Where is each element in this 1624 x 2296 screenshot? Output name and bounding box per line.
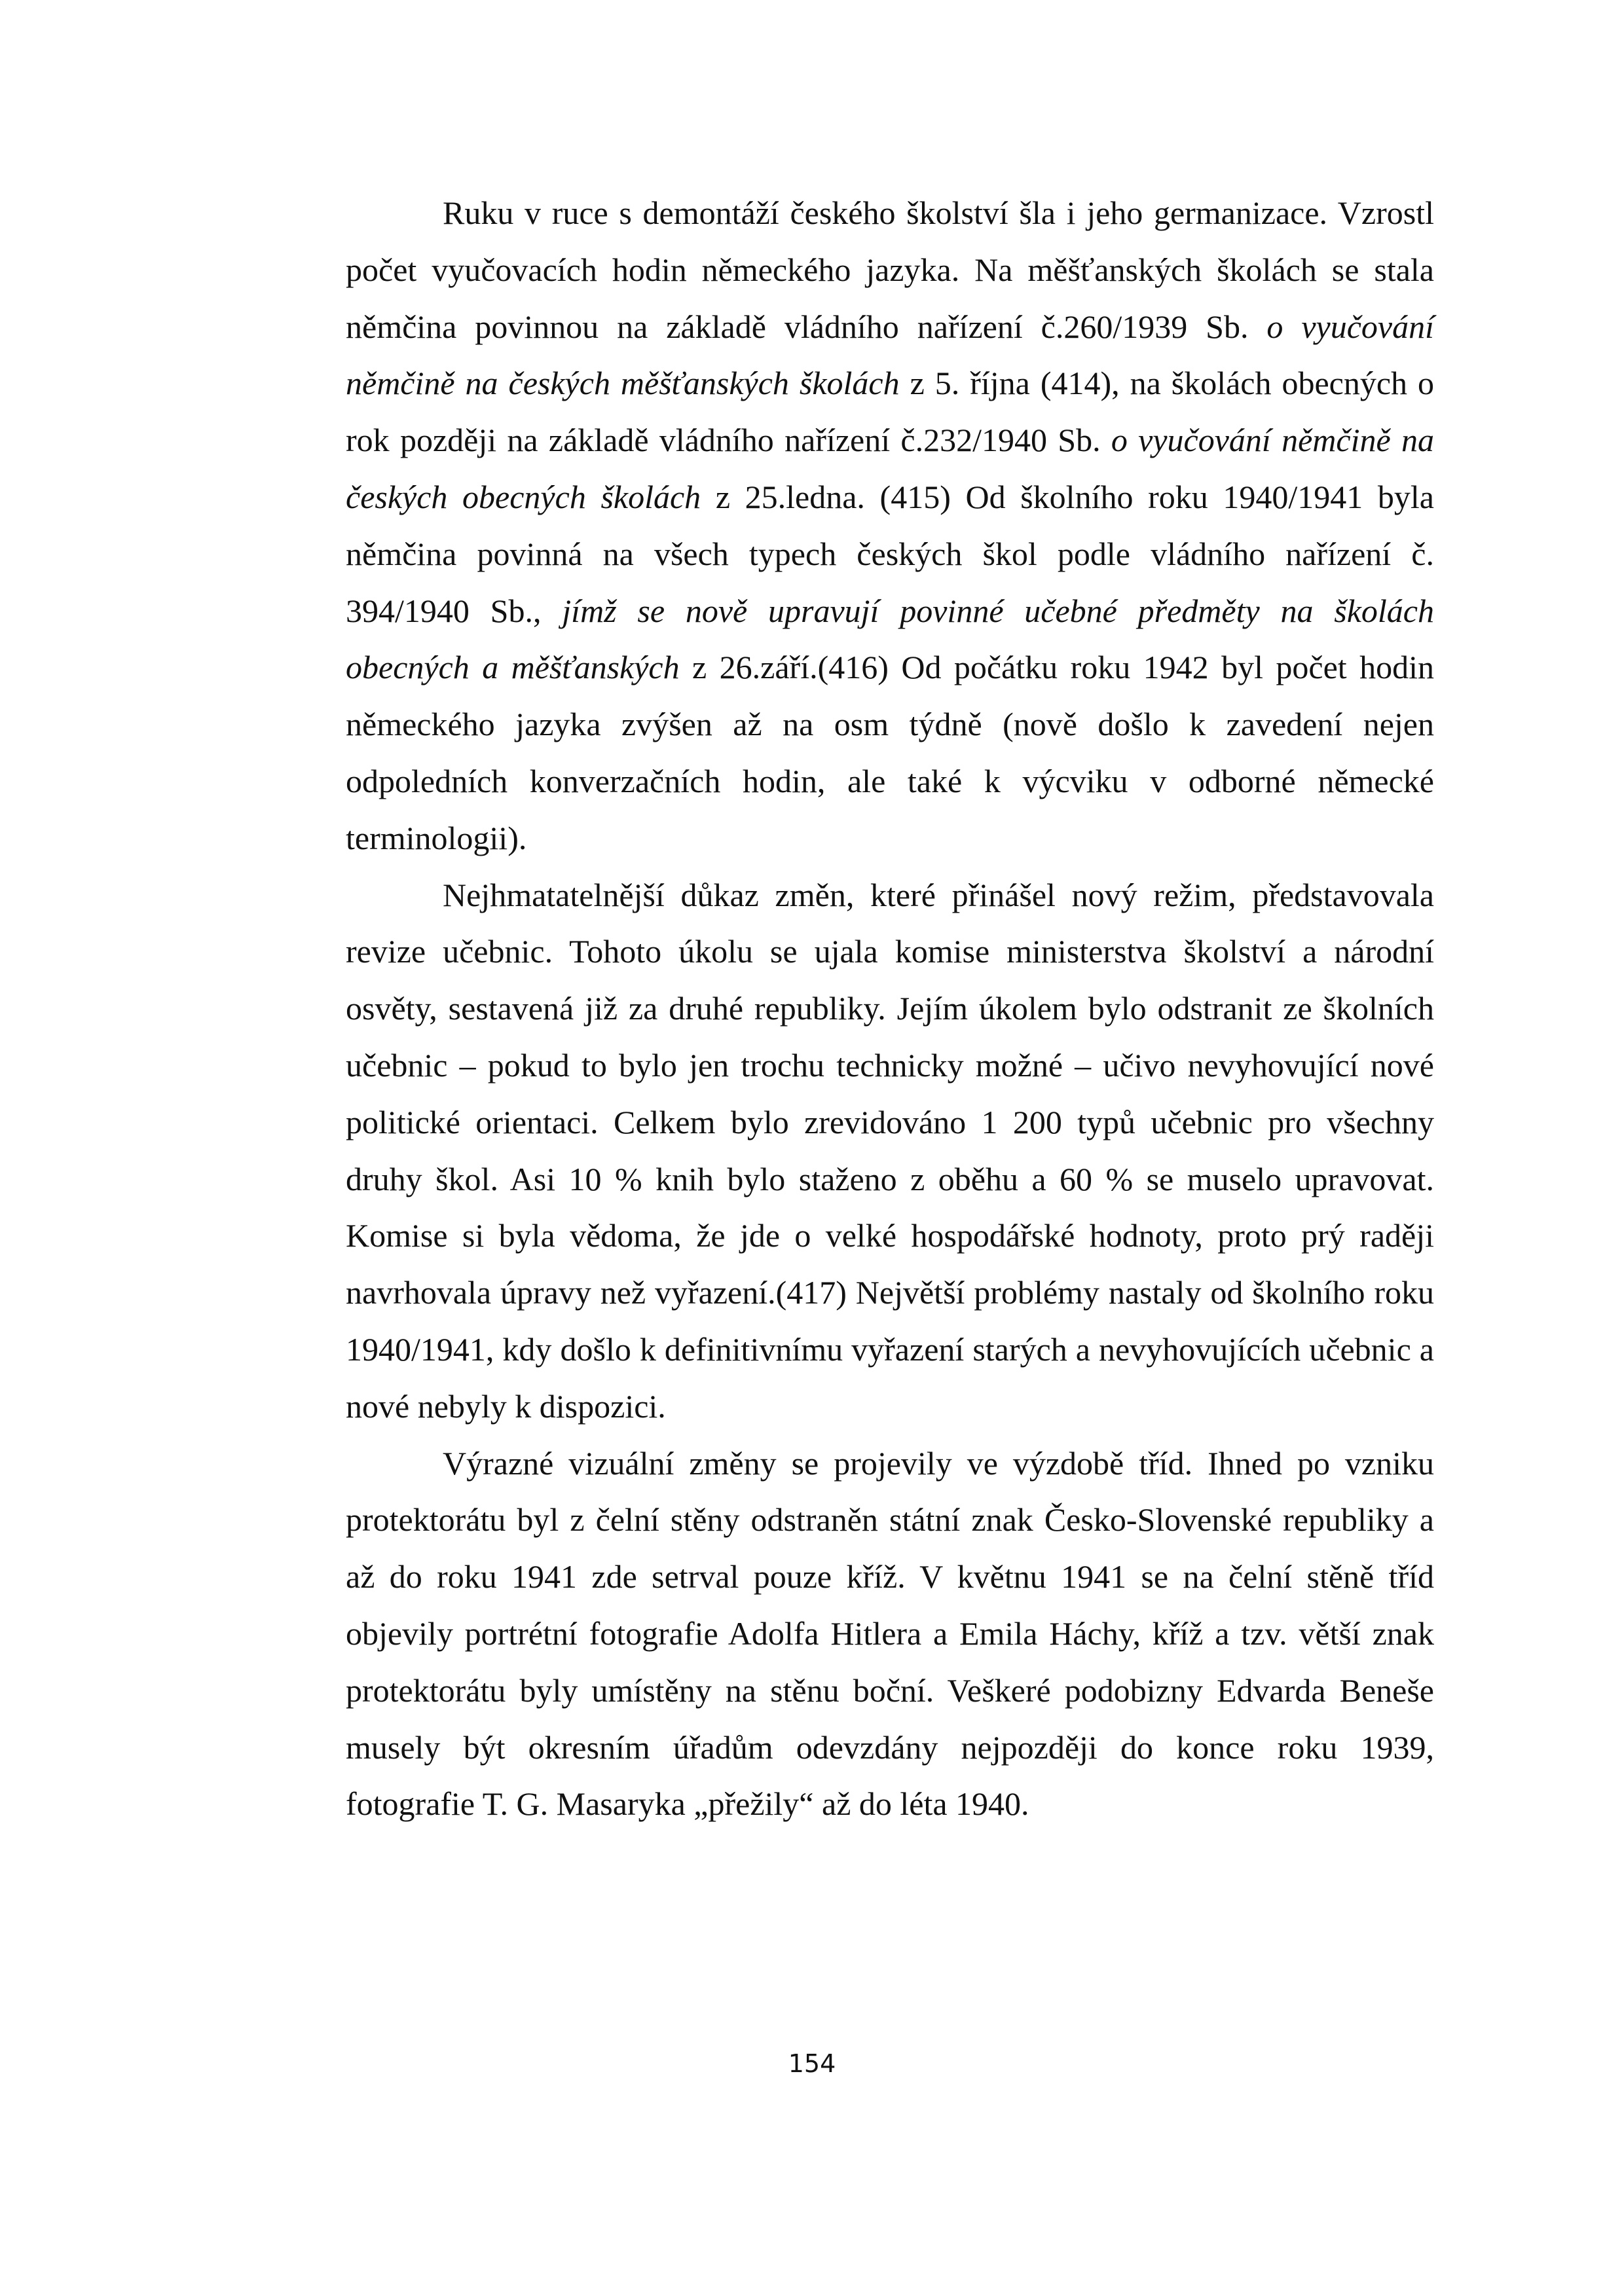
paragraph-text: z 5. října (414), na školách obecných o rok později na základě vládního nařízení č.232/1940 Sb. <box>346 365 1435 459</box>
paragraph-text: Výrazné vizuální změny se projevily ve výzdobě tříd. Ihned po vzniku protektorátu byl z čelní stěny odstraněn státní znak Česko-Slovenské republiky a až do roku 1941 zde setrval pouze kříž. V květnu 1941 se na čelní stěně tříd objevily portrétní fotografie Adolfa Hitlera a Emila Háchy, kříž a tzv. větší znak protektorátu byly umístěny na stěnu boční. Veškeré podobizny Edvarda Beneše musely být okresním úřadům odevzdány nejpozději do konce roku 1939, fotografie T. G. Masaryka „přežily“ až do léta 1940. <box>346 1444 1434 1823</box>
paragraph-text: Nejhmatatelnější důkaz změn, které přinášel nový režim, představovala revize učebnic. Tohoto úkolu se ujala komise ministerstva školství a národní osvěty, sestavená již za druhé republiky. Jejím úkolem bylo odstranit ze školních učebnic – pokud to bylo jen trochu technicky možné – učivo nevyhovující nové politické orientaci. Celkem bylo zrevidováno 1 200 typů učebnic pro všechny druhy škol. Asi 10 % knih bylo staženo z oběhu a 60 % se muselo upravovat. Komise si byla vědoma, že jde o velké hospodářské hodnoty, proto prý raději navrhovala úpravy než vyřazení.(417) Největší problémy nastaly od školního roku 1940/1941, kdy došlo k definitivnímu vyřazení starých a nevyhovujících učebnic a nové nebyly k dispozici. <box>346 876 1434 1425</box>
paragraph-text: Ruku v ruce s demontáží českého školství šla i jeho germanizace. Vzrostl počet vyučovacích hodin německého jazyka. Na měšťanských školách se stala němčina povinnou na základě vládního nařízení č.260/1939 Sb. <box>346 194 1434 345</box>
page-number: 154 <box>788 2049 836 2078</box>
law-title-italic: o vyučování němčině na českých obecných školách <box>346 422 1434 515</box>
paragraph-textbook-revision <box>346 867 1434 1435</box>
paragraph-text: z 25.ledna. (415) Od školního roku 1940/1941 byla němčina povinná na všech typech českých škol podle vládního nařízení č. 394/1940 Sb., <box>346 478 1434 629</box>
law-title-italic: o vyučování němčině na českých měšťanských školách <box>346 308 1434 402</box>
paragraph-text: z 26.září.(416) Od počátku roku 1942 byl počet hodin německého jazyka zvýšen až na osm týdně (nově došlo k zavedení nejen odpoledních konverzačních hodin, ale také k výcviku v odborné německé terminologii). <box>346 649 1435 856</box>
paragraph-germanization <box>346 185 1434 867</box>
page-body <box>346 185 1434 1832</box>
paragraph-classroom-decoration <box>346 1435 1434 1833</box>
law-title-italic: jímž se nově upravují povinné učebné předměty na školách obecných a měšťanských <box>346 592 1434 686</box>
